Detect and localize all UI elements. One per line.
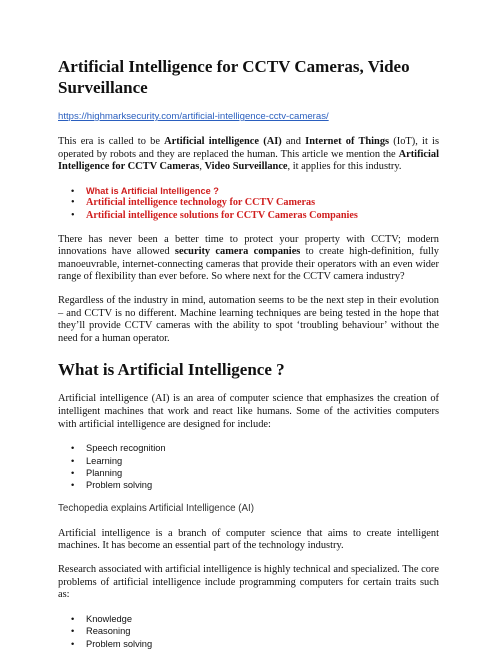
body-paragraph: Regardless of the industry in mind, automation seems to be the next step in their evolution – and CCTV is no different. Machine learning techniques are being tested in the hope that they’ll provide CCTV cameras with the ability to spot ‘troubling behaviour’ without the need for a human operator. xyxy=(58,294,439,344)
page-title: Artificial Intelligence for CCTV Cameras, Video Surveillance xyxy=(58,57,410,97)
toc-link[interactable]: • Artificial intelligence solutions for CCTV Cameras Companies xyxy=(86,210,439,223)
section-heading: What is Artificial Intelligence ? xyxy=(58,360,285,380)
list-item: • Reasoning xyxy=(86,625,439,637)
body-paragraph: There has never been a better time to protect your property with CCTV; modern innovations have allowed security camera companies to create high-definition, fully manoeuvrable, internet-connecting cameras that provide their operators with an even wider range of flexibility than ever before. So where next for the CCTV camera industry? xyxy=(58,233,439,283)
body-paragraph: Research associated with artificial intelligence is highly technical and specialized. The core problems of artificial intelligence include programming computers for certain traits such as: xyxy=(58,563,439,601)
source-link[interactable]: https://highmarksecurity.com/artificial-intelligence-cctv-cameras/ xyxy=(58,111,329,122)
list-item: • Problem solving xyxy=(86,638,439,650)
toc-link[interactable]: • Artificial intelligence technology for CCTV Cameras xyxy=(86,197,439,210)
list-item: • Knowledge xyxy=(86,613,439,625)
subheading: Techopedia explains Artificial Intelligence (AI) xyxy=(58,502,255,514)
table-of-contents xyxy=(58,185,439,223)
traits-list xyxy=(58,613,439,650)
list-item: • Planning xyxy=(86,467,439,479)
list-item: • Problem solving xyxy=(86,479,439,491)
body-paragraph: Artificial intelligence (AI) is an area of computer science that emphasizes the creation of intelligent machines that work and react like humans. Some of the activities computers with artificial intelligence are designed for include: xyxy=(58,393,439,430)
list-item: • Learning xyxy=(86,455,439,467)
body-paragraph: Artificial intelligence is a branch of computer science that aims to create intelligent machines. It has become an essential part of the technology industry. xyxy=(58,527,439,552)
activities-list xyxy=(58,442,439,492)
toc-link[interactable]: • What is Artificial Intelligence ? xyxy=(86,185,439,198)
intro-paragraph: This era is called to be Artificial intelligence (AI) and Internet of Things (IoT), it is operated by robots and they are replaced the human. This article we mention the Artificial Intelligence for CCTV Cameras, Video Surveillance, it applies for this industry. xyxy=(58,136,439,173)
list-item: • Speech recognition xyxy=(86,442,439,454)
